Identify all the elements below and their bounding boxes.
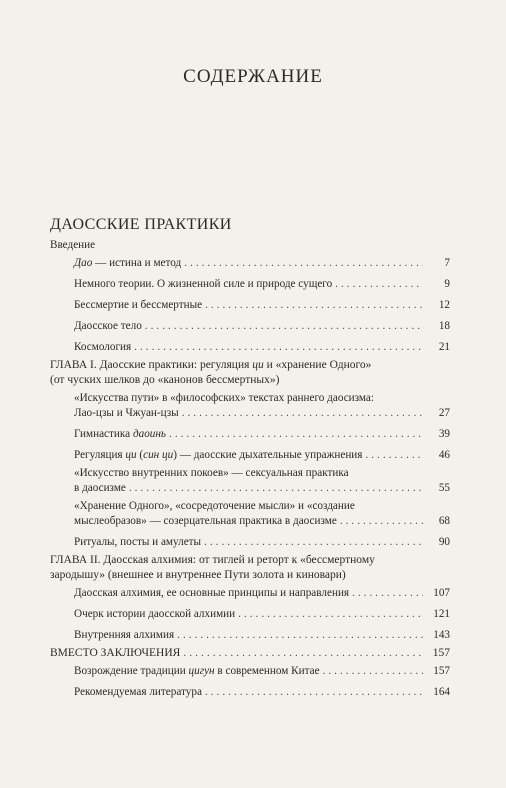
toc-page-number: 68 <box>438 515 450 527</box>
dot-leader <box>238 607 423 622</box>
toc-entry-label: Космология <box>74 341 132 353</box>
toc-entry[interactable]: Гимнастика даоинь ..... 39 <box>50 427 450 442</box>
toc-page-number: 18 <box>438 320 450 332</box>
section-title: ДАОССКИЕ ПРАКТИКИ <box>50 216 232 233</box>
toc-entry[interactable] <box>50 607 450 622</box>
toc-entry-italic: Дао <box>74 257 93 269</box>
toc-entry-line[interactable]: «Искусство внутренних покоев» — сексуальная практика <box>74 467 349 479</box>
toc-page-number: 7 <box>444 257 450 269</box>
toc-entry-label: Ритуалы, посты и амулеты <box>74 536 202 548</box>
toc-page-number: 143 <box>433 629 450 641</box>
toc-entry[interactable] <box>50 277 450 292</box>
toc-page-number: 157 <box>432 647 450 659</box>
toc-page-number: 90 <box>438 536 450 548</box>
toc-page-number: 121 <box>433 608 450 620</box>
dot-leader <box>205 298 423 313</box>
toc-entry-line[interactable]: «Искусства пути» в «философских» текстах раннего даосизма: <box>74 392 374 404</box>
toc-entry-label: Лао-цзы и Чжуан-цзы <box>74 407 179 419</box>
dot-leader <box>182 406 423 421</box>
dot-leader <box>129 481 423 496</box>
dot-leader <box>365 448 423 463</box>
toc-page-number: 164 <box>433 686 450 698</box>
toc-page-number: 55 <box>438 482 450 494</box>
dot-leader <box>183 646 423 661</box>
toc-entry[interactable] <box>50 535 450 550</box>
toc-entry-label: Бессмертие и бессмертные <box>74 299 203 311</box>
toc-entry-label: мыслеобразов» — созерцательная практика в даосизме <box>74 515 337 527</box>
toc-entry[interactable] <box>50 481 450 496</box>
toc-entry-label: в даосизме <box>74 482 126 494</box>
toc-entry[interactable]: Регуляция ци (син ци) — даосские дыхательные упражнения ..... 46 <box>50 448 450 463</box>
dot-leader <box>340 514 423 529</box>
dot-leader <box>145 319 423 334</box>
toc-entry-label: Немного теории. О жизненной силе и природе сущего <box>74 278 333 290</box>
toc-entry[interactable] <box>50 514 450 529</box>
toc-entry[interactable] <box>50 685 450 700</box>
chapter-heading-line2: зародышу» (внешнее и внутреннее Пути золота и киновари) <box>50 569 346 581</box>
toc-page-number: 21 <box>438 341 450 353</box>
toc-page-number: 46 <box>438 449 450 461</box>
dot-leader <box>169 427 423 442</box>
dot-leader <box>204 535 423 550</box>
toc-entry-line[interactable]: «Хранение Одного», «сосредоточение мысли» и «создание <box>74 500 355 512</box>
dot-leader <box>205 685 423 700</box>
toc-page-number: 107 <box>433 587 450 599</box>
intro-heading: Введение <box>50 239 96 251</box>
dot-leader <box>335 277 423 292</box>
dot-leader <box>177 628 423 643</box>
dot-leader <box>184 256 423 271</box>
toc-entry[interactable]: Возрождение традиции цигун в современном Китае ..... 157 <box>50 664 450 679</box>
dot-leader <box>134 340 423 355</box>
toc-entry-label: Внутренняя алхимия <box>74 629 175 641</box>
toc-page-number: 27 <box>438 407 450 419</box>
toc-entry[interactable] <box>50 628 450 643</box>
toc-entry[interactable] <box>50 256 450 271</box>
toc-entry-label: Даосская алхимия, ее основные принципы и направления <box>74 587 350 599</box>
table-of-contents <box>50 238 450 700</box>
toc-entry[interactable] <box>50 586 450 601</box>
toc-entry-label: Даосское тело <box>74 320 142 332</box>
toc-entry[interactable] <box>50 298 450 313</box>
toc-entry[interactable] <box>50 406 450 421</box>
dot-leader <box>352 586 423 601</box>
toc-entry-label: Рекомендуемая литература <box>74 686 202 698</box>
page-title: СОДЕРЖАНИЕ <box>183 66 323 87</box>
toc-page-number: 9 <box>444 278 450 290</box>
toc-page-number: 157 <box>433 665 450 677</box>
toc-entry[interactable] <box>50 340 450 355</box>
chapter-heading-line2: (от чуских шелков до «канонов бессмертных») <box>50 374 280 386</box>
chapter-heading[interactable]: ГЛАВА I. Даосские практики: регуляция ци и «хранение Одного» <box>50 359 372 371</box>
toc-page-number: 39 <box>438 428 450 440</box>
dot-leader <box>323 664 423 679</box>
toc-entry[interactable] <box>50 319 450 334</box>
toc-entry-conclusion[interactable] <box>50 646 450 661</box>
toc-page-number: 12 <box>438 299 450 311</box>
chapter-heading[interactable]: ГЛАВА II. Даосская алхимия: от тиглей и реторт к «бессмертному <box>50 554 375 566</box>
toc-entry-label: — истина и метод <box>92 257 182 269</box>
toc-entry-label: ВМЕСТО ЗАКЛЮЧЕНИЯ <box>50 647 181 659</box>
toc-entry-label: Очерк истории даосской алхимии <box>74 608 236 620</box>
